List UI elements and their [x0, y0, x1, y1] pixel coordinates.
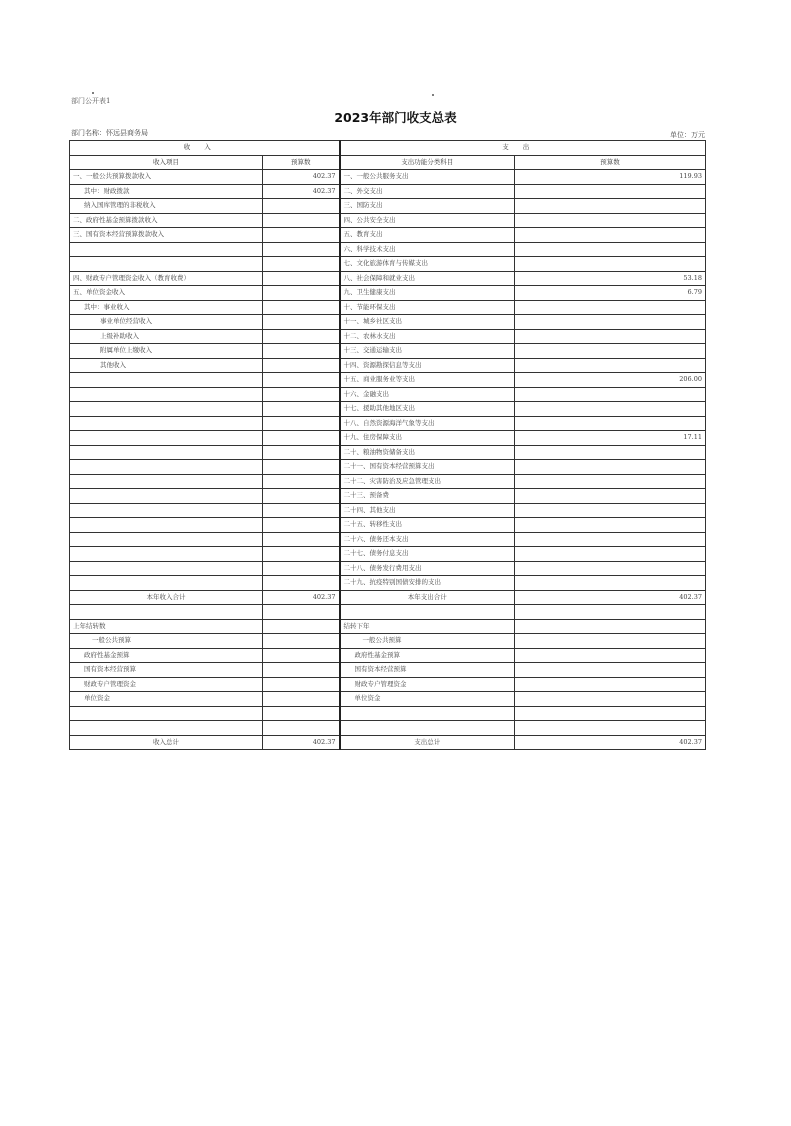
income-item-cell: 四、财政专户管理资金收入（教育收费） [70, 271, 263, 286]
income-budget-cell [263, 503, 340, 518]
expense-item-cell: 二十九、抗疫特别国债安排的支出 [340, 576, 515, 591]
expense-budget-cell: 53.18 [515, 271, 706, 286]
income-item-cell [70, 605, 263, 620]
table-row [70, 605, 706, 620]
income-budget-cell [263, 329, 340, 344]
income-budget-cell [263, 199, 340, 214]
table-row [70, 199, 706, 214]
income-item-cell: 其中：事业收入 [70, 300, 263, 315]
income-item-cell [70, 561, 263, 576]
expense-group-header: 支出 [340, 141, 706, 156]
income-budget-cell: 402.37 [263, 184, 340, 199]
income-item-cell: 上年结转数 [70, 619, 263, 634]
income-budget-cell [263, 445, 340, 460]
budget-table [69, 140, 706, 750]
expense-item-cell: 十七、援助其他地区支出 [340, 402, 515, 417]
expense-item-cell: 财政专户管理资金 [340, 677, 515, 692]
income-item-cell: 一般公共预算 [70, 634, 263, 649]
expense-budget-cell: 402.37 [515, 590, 706, 605]
department-label: 部门名称： [71, 129, 106, 137]
expense-item-cell: 三、国防支出 [340, 199, 515, 214]
expense-budget-cell: 402.37 [515, 735, 706, 750]
table-row [70, 619, 706, 634]
table-row [70, 474, 706, 489]
table-row [70, 329, 706, 344]
income-item-cell [70, 387, 263, 402]
expense-budget-header: 预算数 [515, 155, 706, 170]
expense-item-cell [340, 605, 515, 620]
income-item-cell [70, 431, 263, 446]
table-row [70, 257, 706, 272]
expense-item-cell: 结转下年 [340, 619, 515, 634]
income-item-cell [70, 373, 263, 388]
expense-item-cell: 十一、城乡社区支出 [340, 315, 515, 330]
table-row [70, 213, 706, 228]
table-row [70, 503, 706, 518]
table-row [70, 344, 706, 359]
income-item-cell: 单位资金 [70, 692, 263, 707]
income-item-cell: 本年收入合计 [70, 590, 263, 605]
expense-budget-cell [515, 605, 706, 620]
income-item-cell: 一、一般公共预算拨款收入 [70, 170, 263, 185]
expense-budget-cell [515, 315, 706, 330]
expense-item-cell: 支出总计 [340, 735, 515, 750]
expense-item-cell: 八、社会保障和就业支出 [340, 271, 515, 286]
expense-item-cell: 五、教育支出 [340, 228, 515, 243]
income-item-cell [70, 257, 263, 272]
expense-item-cell: 二十六、债务还本支出 [340, 532, 515, 547]
expense-budget-cell [515, 242, 706, 257]
income-item-cell: 政府性基金预算 [70, 648, 263, 663]
expense-item-cell: 二十一、国有资本经营预算支出 [340, 460, 515, 475]
table-row [70, 416, 706, 431]
expense-item-cell: 十八、自然资源海洋气象等支出 [340, 416, 515, 431]
income-budget-cell [263, 416, 340, 431]
expense-budget-cell [515, 257, 706, 272]
table-row [70, 735, 706, 750]
income-item-cell [70, 489, 263, 504]
table-row [70, 315, 706, 330]
expense-budget-cell [515, 358, 706, 373]
expense-item-cell [340, 706, 515, 721]
income-budget-cell [263, 460, 340, 475]
income-item-cell [70, 576, 263, 591]
expense-budget-cell [515, 329, 706, 344]
income-budget-cell [263, 576, 340, 591]
table-row [70, 663, 706, 678]
income-item-cell [70, 706, 263, 721]
income-budget-cell [263, 387, 340, 402]
expense-item-cell: 十四、资源勘探信息等支出 [340, 358, 515, 373]
income-budget-cell [263, 721, 340, 736]
income-item-cell [70, 474, 263, 489]
table-row [70, 373, 706, 388]
income-item-cell [70, 242, 263, 257]
income-budget-cell [263, 605, 340, 620]
page-title: 2023年部门收支总表 [334, 110, 457, 125]
income-item-cell: 收入总计 [70, 735, 263, 750]
table-row [70, 518, 706, 533]
expense-item-cell: 一、一般公共服务支出 [340, 170, 515, 185]
income-budget-header: 预算数 [263, 155, 340, 170]
expense-budget-cell [515, 547, 706, 562]
expense-budget-cell [515, 387, 706, 402]
table-row [70, 358, 706, 373]
expense-item-cell: 一般公共预算 [340, 634, 515, 649]
expense-budget-cell [515, 199, 706, 214]
expense-budget-cell [515, 184, 706, 199]
income-item-cell [70, 532, 263, 547]
income-item-cell: 其他收入 [70, 358, 263, 373]
table-row [70, 561, 706, 576]
expense-item-cell: 政府性基金预算 [340, 648, 515, 663]
income-item-cell: 财政专户管理资金 [70, 677, 263, 692]
income-budget-cell [263, 228, 340, 243]
expense-budget-cell [515, 619, 706, 634]
expense-budget-cell [515, 460, 706, 475]
income-budget-cell: 402.37 [263, 590, 340, 605]
expense-item-cell: 十、节能环保支出 [340, 300, 515, 315]
expense-budget-cell [515, 416, 706, 431]
income-item-cell [70, 547, 263, 562]
table-row [70, 431, 706, 446]
income-item-cell: 事业单位经营收入 [70, 315, 263, 330]
expense-budget-cell [515, 648, 706, 663]
table-row [70, 184, 706, 199]
income-group-header: 收入 [70, 141, 340, 156]
expense-budget-cell [515, 706, 706, 721]
expense-item-cell: 十二、农林水支出 [340, 329, 515, 344]
income-item-header: 收入项目 [70, 155, 263, 170]
table-row [70, 677, 706, 692]
department-name [71, 128, 148, 138]
income-budget-cell [263, 431, 340, 446]
income-budget-cell [263, 518, 340, 533]
income-budget-cell [263, 619, 340, 634]
group-header-row [70, 141, 706, 156]
expense-item-cell: 二十二、灾害防治及应急管理支出 [340, 474, 515, 489]
income-item-cell: 纳入国库管理的非税收入 [70, 199, 263, 214]
column-header-row [70, 155, 706, 170]
table-row [70, 286, 706, 301]
expense-item-cell: 二十三、预备费 [340, 489, 515, 504]
income-budget-cell [263, 271, 340, 286]
income-budget-cell [263, 677, 340, 692]
income-budget-cell [263, 315, 340, 330]
income-budget-cell [263, 648, 340, 663]
expense-item-cell: 国有资本经营预算 [340, 663, 515, 678]
income-budget-cell [263, 300, 340, 315]
income-item-cell [70, 460, 263, 475]
income-item-cell: 附属单位上缴收入 [70, 344, 263, 359]
expense-item-cell: 二十四、其他支出 [340, 503, 515, 518]
expense-budget-cell [515, 721, 706, 736]
income-budget-cell [263, 344, 340, 359]
income-item-cell: 五、单位资金收入 [70, 286, 263, 301]
expense-item-cell: 二十五、转移性支出 [340, 518, 515, 533]
table-row [70, 445, 706, 460]
table-row [70, 402, 706, 417]
expense-budget-cell [515, 213, 706, 228]
table-row [70, 590, 706, 605]
income-budget-cell [263, 213, 340, 228]
income-budget-cell [263, 692, 340, 707]
income-budget-cell [263, 634, 340, 649]
income-item-cell [70, 416, 263, 431]
form-number: 部门公开表1 [71, 97, 111, 105]
unit-label: 单位：万元 [670, 131, 705, 139]
table-row [70, 692, 706, 707]
scan-dot [432, 94, 434, 96]
income-budget-cell [263, 242, 340, 257]
income-budget-cell [263, 561, 340, 576]
table-row [70, 547, 706, 562]
expense-budget-cell [515, 228, 706, 243]
expense-budget-cell [515, 344, 706, 359]
table-row [70, 387, 706, 402]
expense-budget-cell [515, 402, 706, 417]
expense-item-cell: 十三、交通运输支出 [340, 344, 515, 359]
expense-budget-cell [515, 634, 706, 649]
income-budget-cell [263, 489, 340, 504]
expense-budget-cell [515, 474, 706, 489]
income-budget-cell: 402.37 [263, 170, 340, 185]
table-row [70, 576, 706, 591]
table-row [70, 271, 706, 286]
income-item-cell: 三、国有资本经营预算拨款收入 [70, 228, 263, 243]
expense-item-cell: 六、科学技术支出 [340, 242, 515, 257]
income-item-cell: 其中：财政拨款 [70, 184, 263, 199]
expense-item-cell: 十五、商业服务业等支出 [340, 373, 515, 388]
income-item-cell [70, 503, 263, 518]
table-row [70, 532, 706, 547]
expense-budget-cell [515, 692, 706, 707]
expense-budget-cell: 17.11 [515, 431, 706, 446]
expense-item-header: 支出功能分类科目 [340, 155, 515, 170]
table-row [70, 300, 706, 315]
table-row [70, 721, 706, 736]
income-item-cell [70, 445, 263, 460]
expense-budget-cell [515, 300, 706, 315]
expense-item-cell: 十九、住房保障支出 [340, 431, 515, 446]
income-item-cell: 二、政府性基金预算拨款收入 [70, 213, 263, 228]
expense-item-cell: 二十、粮油物资储备支出 [340, 445, 515, 460]
expense-item-cell: 本年支出合计 [340, 590, 515, 605]
expense-budget-cell [515, 677, 706, 692]
income-item-cell: 国有资本经营预算 [70, 663, 263, 678]
table-row [70, 706, 706, 721]
expense-budget-cell: 206.00 [515, 373, 706, 388]
income-budget-cell [263, 706, 340, 721]
expense-item-cell: 十六、金融支出 [340, 387, 515, 402]
income-budget-cell [263, 474, 340, 489]
income-budget-cell [263, 286, 340, 301]
expense-item-cell: 单位资金 [340, 692, 515, 707]
income-budget-cell [263, 663, 340, 678]
income-budget-cell [263, 402, 340, 417]
expense-budget-cell [515, 663, 706, 678]
expense-budget-cell [515, 532, 706, 547]
income-item-cell [70, 402, 263, 417]
income-budget-cell [263, 373, 340, 388]
expense-budget-cell [515, 576, 706, 591]
expense-item-cell: 二、外交支出 [340, 184, 515, 199]
expense-budget-cell [515, 503, 706, 518]
expense-budget-cell [515, 445, 706, 460]
expense-item-cell: 七、文化旅游体育与传媒支出 [340, 257, 515, 272]
table-body [70, 141, 706, 750]
expense-item-cell [340, 721, 515, 736]
income-budget-cell [263, 358, 340, 373]
expense-item-cell: 九、卫生健康支出 [340, 286, 515, 301]
expense-budget-cell [515, 561, 706, 576]
income-item-cell [70, 518, 263, 533]
income-budget-cell [263, 532, 340, 547]
expense-budget-cell: 119.93 [515, 170, 706, 185]
table-row [70, 634, 706, 649]
income-budget-cell [263, 547, 340, 562]
expense-item-cell: 二十七、债务付息支出 [340, 547, 515, 562]
table-row [70, 460, 706, 475]
income-budget-cell: 402.37 [263, 735, 340, 750]
table-row [70, 489, 706, 504]
table-row [70, 648, 706, 663]
expense-item-cell: 二十八、债务发行费用支出 [340, 561, 515, 576]
expense-item-cell: 四、公共安全支出 [340, 213, 515, 228]
income-budget-cell [263, 257, 340, 272]
scan-dot [92, 92, 94, 94]
income-item-cell: 上级补助收入 [70, 329, 263, 344]
department-value: 怀远县商务局 [106, 129, 148, 137]
table-row [70, 228, 706, 243]
table-row [70, 242, 706, 257]
expense-budget-cell: 6.79 [515, 286, 706, 301]
expense-budget-cell [515, 489, 706, 504]
table-row [70, 170, 706, 185]
income-item-cell [70, 721, 263, 736]
expense-budget-cell [515, 518, 706, 533]
